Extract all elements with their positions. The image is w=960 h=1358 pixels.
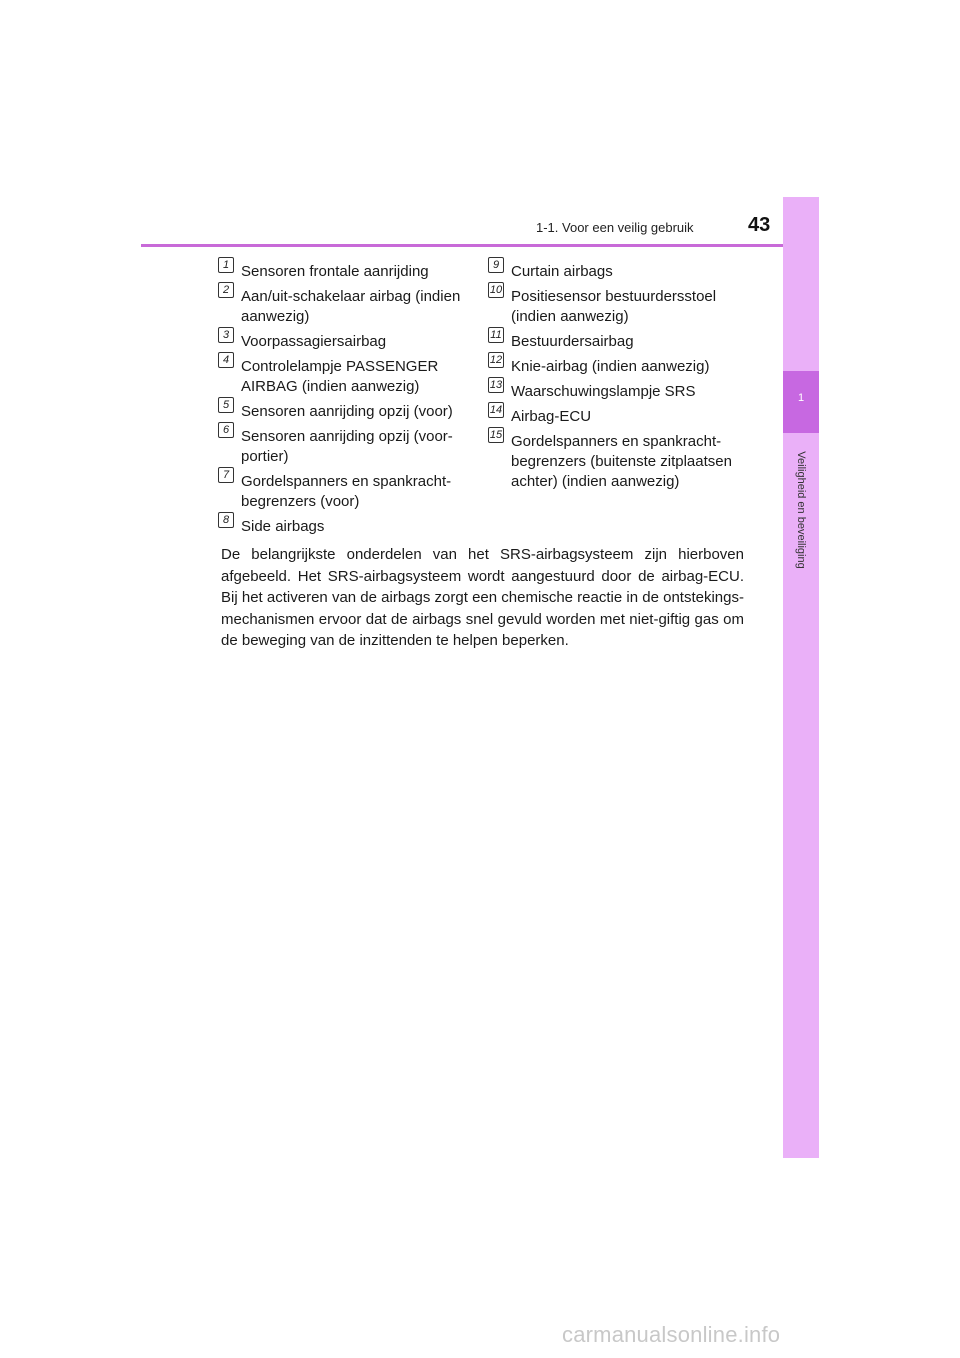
number-badge: 4 bbox=[218, 352, 234, 368]
number-badge: 14 bbox=[489, 404, 503, 416]
number-badge: 11 bbox=[488, 327, 504, 343]
number-badge: 8 bbox=[218, 512, 234, 528]
chapter-side-tab bbox=[783, 197, 819, 1158]
number-badge: 3 bbox=[218, 327, 234, 343]
chapter-number: 1 bbox=[797, 392, 805, 404]
body-paragraph: De belangrijkste onderdelen van het SRS-airbagsysteem zijn hierboven afgebeeld. Het SRS-airbagsysteem wordt aangestuurd door de airbag-ECU. Bij het activeren van de airbags zorgt een chemische reactie in de ontstekings-mechanismen ervoor dat de airbags snel gevuld worden met niet-giftig gas om de beweging van de inzittenden te helpen beperken. bbox=[221, 546, 744, 649]
legend-text: Sensoren aanrijding opzij (voor) bbox=[241, 403, 453, 420]
section-title: 1-1. Voor een veilig gebruik bbox=[536, 220, 694, 235]
number-badge: 7 bbox=[218, 467, 234, 483]
legend-text: Waarschuwingslampje SRS bbox=[511, 383, 696, 400]
number-badge: 6 bbox=[218, 422, 234, 438]
legend-text: Aan/uit-schakelaar airbag (indien aanwezig) bbox=[241, 288, 461, 325]
number-badge: 5 bbox=[218, 397, 234, 413]
legend-text: Gordelspanners en spankracht-begrenzers (voor) bbox=[241, 473, 452, 510]
number-badge: 13 bbox=[489, 379, 503, 391]
legend-text: Airbag-ECU bbox=[511, 408, 592, 425]
number-badge: 10 bbox=[489, 284, 503, 296]
number-badge: 2 bbox=[218, 282, 234, 298]
legend-text: Sensoren frontale aanrijding bbox=[241, 263, 429, 280]
legend-text: Bestuurdersairbag bbox=[511, 333, 634, 350]
page-number: 43 bbox=[748, 214, 771, 236]
number-badge: 12 bbox=[489, 354, 503, 366]
header-rule bbox=[141, 244, 819, 247]
chapter-title: Veiligheid en beveiliging bbox=[795, 451, 807, 569]
legend-text: Gordelspanners en spankracht-begrenzers (buitenste zitplaatsen achter) (indien aanwezig) bbox=[511, 433, 732, 490]
legend-text: Positiesensor bestuurdersstoel (indien aanwezig) bbox=[511, 288, 717, 325]
legend-text: Knie-airbag (indien aanwezig) bbox=[511, 358, 710, 375]
number-badge: 9 bbox=[488, 257, 504, 273]
legend-text: Curtain airbags bbox=[511, 263, 613, 280]
legend-text: Controlelampje PASSENGER AIRBAG (indien aanwezig) bbox=[241, 358, 439, 395]
number-badge: 1 bbox=[218, 257, 234, 273]
legend-text: Sensoren aanrijding opzij (voor-portier) bbox=[241, 428, 453, 465]
legend-text: Side airbags bbox=[241, 518, 325, 535]
watermark: carmanualsonline.info bbox=[562, 1322, 781, 1347]
number-badge: 15 bbox=[489, 429, 503, 441]
legend-text: Voorpassagiersairbag bbox=[241, 333, 387, 350]
